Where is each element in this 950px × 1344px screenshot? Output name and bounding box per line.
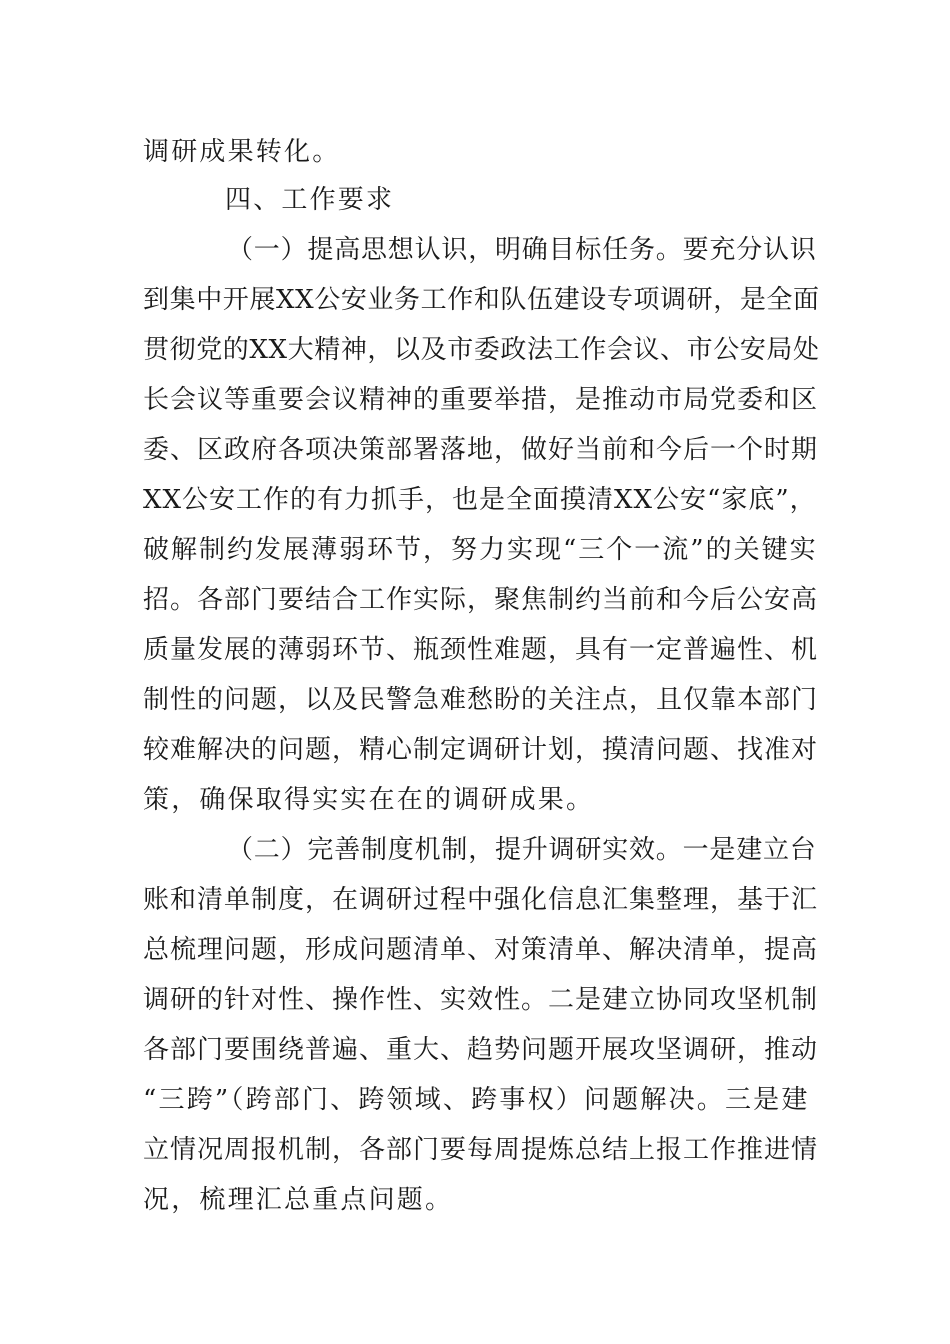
paragraph-line: 制性的问题，以及民警急难愁盼的关注点，且仅靠本部门 xyxy=(143,685,819,715)
paragraph-line: 策，确保取得实实在在的调研成果。 xyxy=(143,785,595,815)
paragraph-line: 破解制约发展薄弱环节，努力实现“三个一流”的关键实 xyxy=(143,535,818,565)
paragraph-line: 各部门要围绕普遍、重大、趋势问题开展攻坚调研，推动 xyxy=(143,1035,819,1065)
paragraph-line: （一）提高思想认识，明确目标任务。要充分认识 xyxy=(227,235,817,265)
section-heading: 四、工作要求 xyxy=(225,185,395,215)
paragraph-line: 质量发展的薄弱环节、瓶颈性难题，具有一定普遍性、机 xyxy=(143,635,819,665)
paragraph-line: 贯彻党的XX大精神，以及市委政法工作会议、市公安局处 xyxy=(143,335,820,365)
paragraph-line: XX公安工作的有力抓手，也是全面摸清XX公安“家底”， xyxy=(143,485,817,515)
paragraph-line: 况，梳理汇总重点问题。 xyxy=(143,1185,454,1215)
paragraph-line: 调研的针对性、操作性、实效性。二是建立协同攻坚机制 xyxy=(143,985,819,1015)
paragraph-line: 较难解决的问题，精心制定调研计划，摸清问题、找准对 xyxy=(143,735,819,765)
paragraph-line: 长会议等重要会议精神的重要举措，是推动市局党委和区 xyxy=(143,385,819,415)
paragraph-line: 总梳理问题，形成问题清单、对策清单、解决清单，提高 xyxy=(143,935,819,965)
paragraph-line: “三跨”（跨部门、跨领域、跨事权）问题解决。三是建 xyxy=(143,1085,810,1115)
paragraph-line: 招。各部门要结合工作实际，聚焦制约当前和今后公安高 xyxy=(143,585,819,615)
paragraph-line: 账和清单制度，在调研过程中强化信息汇集整理，基于汇 xyxy=(143,885,819,915)
paragraph-line: （二）完善制度机制，提升调研实效。一是建立台 xyxy=(227,835,817,865)
paragraph-line: 调研成果转化。 xyxy=(143,137,341,167)
paragraph-line: 立情况周报机制，各部门要每周提炼总结上报工作推进情 xyxy=(143,1135,819,1165)
paragraph-line: 到集中开展XX公安业务工作和队伍建设专项调研，是全面 xyxy=(143,285,820,315)
paragraph-line: 委、区政府各项决策部署落地，做好当前和今后一个时期 xyxy=(143,435,819,465)
